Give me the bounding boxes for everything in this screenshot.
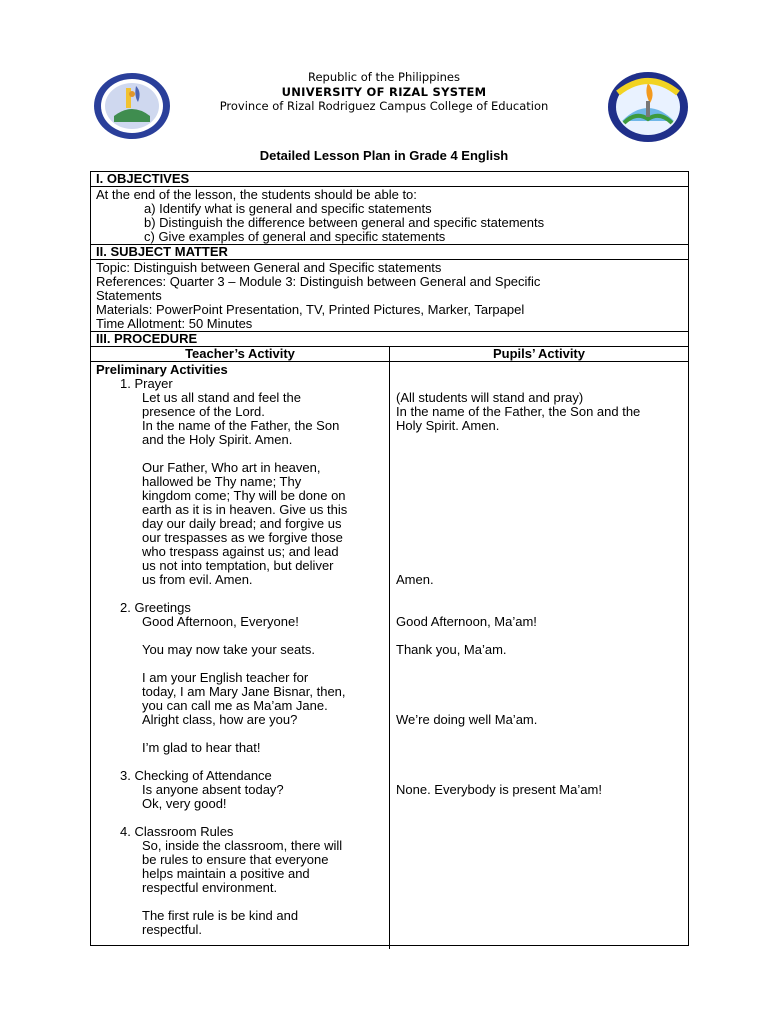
- objective-item: b) Distinguish the difference between general and specific statements: [144, 215, 545, 230]
- teacher-line: helps maintain a positive and: [142, 866, 310, 881]
- pupil-line: In the name of the Father, the Son and the: [396, 404, 641, 419]
- teacher-line: you can call me as Ma’am Jane.: [142, 698, 328, 713]
- teacher-line: presence of the Lord.: [142, 404, 265, 419]
- subject-references: References: Quarter 3 – Module 3: Distinguish between General and Specific: [96, 274, 541, 289]
- teacher-line: earth as it is in heaven. Give us this: [142, 502, 348, 517]
- teacher-line: So, inside the classroom, there will: [142, 838, 343, 853]
- objectives-intro: At the end of the lesson, the students should be able to:: [96, 187, 417, 202]
- teacher-line: In the name of the Father, the Son: [142, 418, 340, 433]
- teacher-line: 3. Checking of Attendance: [120, 768, 272, 783]
- pupil-line: None. Everybody is present Ma’am!: [396, 782, 602, 797]
- document-title: Detailed Lesson Plan in Grade 4 English: [259, 148, 509, 163]
- pupil-line: Thank you, Ma’am.: [396, 642, 507, 657]
- header-university: UNIVERSITY OF RIZAL SYSTEM: [281, 85, 487, 99]
- teacher-line: respectful environment.: [142, 880, 278, 895]
- teacher-line: Alright class, how are you?: [142, 712, 298, 727]
- teacher-line: The first rule is be kind and: [142, 908, 299, 923]
- objective-item: c) Give examples of general and specific statements: [144, 229, 446, 244]
- teacher-line: Let us all stand and feel the: [142, 390, 302, 405]
- teacher-line: 2. Greetings: [120, 600, 191, 615]
- teacher-line: 1. Prayer: [120, 376, 173, 391]
- subject-matter-section: [91, 260, 688, 332]
- teacher-activity-header: Teacher’s Activity: [91, 347, 390, 361]
- pupils-activity-header: Pupils’ Activity: [493, 346, 585, 361]
- teacher-line: Good Afternoon, Everyone!: [142, 614, 299, 629]
- teacher-line: and the Holy Spirit. Amen.: [142, 432, 293, 447]
- objectives-heading: I. OBJECTIVES: [91, 172, 688, 187]
- teacher-line: respectful.: [142, 922, 202, 937]
- pupil-line: Amen.: [396, 572, 434, 587]
- teacher-line: who trespass against us; and lead: [142, 544, 339, 559]
- subject-matter-heading: II. SUBJECT MATTER: [91, 245, 688, 260]
- teacher-line: us from evil. Amen.: [142, 572, 253, 587]
- teacher-line: today, I am Mary Jane Bisnar, then,: [142, 684, 346, 699]
- teacher-line: You may now take your seats.: [142, 642, 315, 657]
- pupil-line: Good Afternoon, Ma’am!: [396, 614, 537, 629]
- subject-materials: Materials: PowerPoint Presentation, TV, Printed Pictures, Marker, Tarpapel: [96, 302, 525, 317]
- procedure-body: [91, 362, 688, 949]
- header-campus: Province of Rizal Rodriguez Campus College of Education: [219, 99, 549, 113]
- teacher-line: hallowed be Thy name; Thy: [142, 474, 302, 489]
- pupils-activity-column: [390, 362, 688, 949]
- pupil-line: We’re doing well Ma’am.: [396, 712, 538, 727]
- teacher-line: 4. Classroom Rules: [120, 824, 234, 839]
- teacher-line: I am your English teacher for: [142, 670, 309, 685]
- teacher-line: kingdom come; Thy will be done on: [142, 488, 346, 503]
- header-republic: Republic of the Philippines: [307, 70, 461, 84]
- teacher-line: Ok, very good!: [142, 796, 227, 811]
- subject-references-cont: Statements: [96, 288, 162, 303]
- objectives-section: [91, 187, 688, 245]
- pupil-line: (All students will stand and pray): [396, 390, 584, 405]
- teacher-line: our trespasses as we forgive those: [142, 530, 343, 545]
- teacher-line: Our Father, Who art in heaven,: [142, 460, 321, 475]
- objective-item: a) Identify what is general and specific statements: [144, 201, 432, 216]
- subject-topic: Topic: Distinguish between General and Specific statements: [96, 260, 442, 275]
- document-header: [0, 70, 768, 114]
- teacher-line: day our daily bread; and forgive us: [142, 516, 342, 531]
- teacher-line: be rules to ensure that everyone: [142, 852, 329, 867]
- teacher-activity-column: [91, 362, 390, 949]
- teacher-line: us not into temptation, but deliver: [142, 558, 334, 573]
- teacher-line: I’m glad to hear that!: [142, 740, 261, 755]
- teacher-line: Is anyone absent today?: [142, 782, 284, 797]
- subject-time: Time Allotment: 50 Minutes: [96, 316, 253, 331]
- pupil-line: Holy Spirit. Amen.: [396, 418, 500, 433]
- procedure-heading: III. PROCEDURE: [91, 332, 688, 347]
- lesson-plan-table: [90, 171, 689, 946]
- preliminary-activities-label: Preliminary Activities: [96, 362, 228, 377]
- procedure-column-headers: [91, 347, 688, 362]
